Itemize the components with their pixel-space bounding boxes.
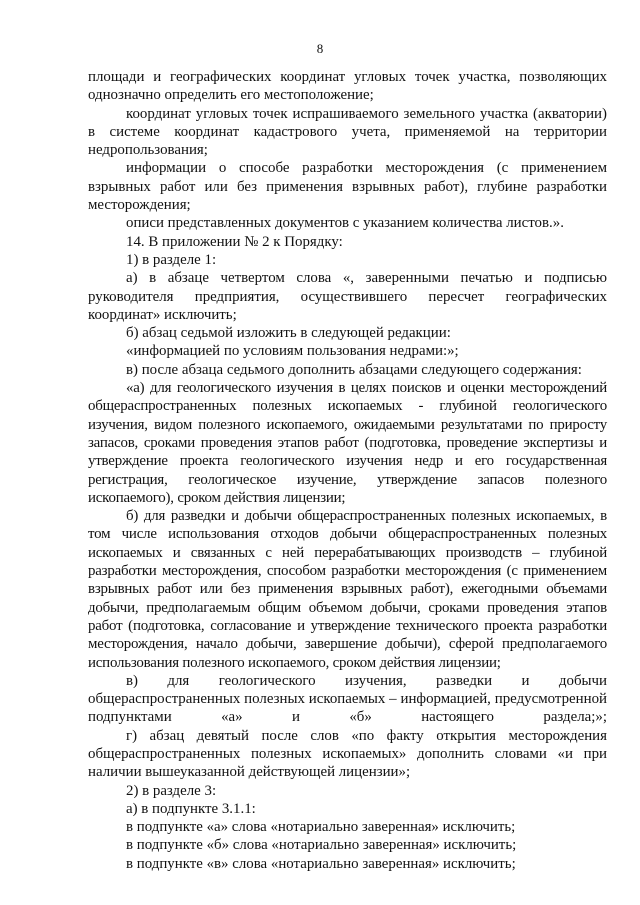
paragraph: в подпункте «в» слова «нотариально заверенная» исключить; [126, 855, 516, 872]
paragraph: информации о способе разработки месторождения (с применением взрывных работ или без применения взрывных работ), глубине разработки месторождения; [88, 160, 607, 214]
paragraph: «информацией по условиям пользования недрами:»; [126, 343, 459, 360]
document-body [88, 68, 607, 873]
paragraph: координат угловых точек испрашиваемого земельного участка (акватории) в системе координат кадастрового учета, применяемой на территории недропользования; [88, 105, 607, 159]
paragraph: в подпункте «б» слова «нотариально заверенная» исключить; [126, 837, 517, 854]
paragraph: б) для разведки и добычи общераспространенных полезных ископаемых, в том числе использования отходов добычи общераспространенных полезных ископаемых и связанных с ней перерабатывающих производств – глубиной разработки месторождения, способом разработки месторождения (с применением взрывных работ или без применения взрывных работ), ежегодными объемами добычи, предполагаемым общим объемом добычи, сроками проведения этапов работ (подготовка, согласование и утверждение технического проекта разработки месторождения, начало добычи, завершение добычи), сферой предполагаемого использования полезного ископаемого, сроком действия лицензии; [88, 508, 607, 671]
paragraph: 14. В приложении № 2 к Порядку: [126, 233, 343, 250]
paragraph: а) в подпункте 3.1.1: [126, 800, 256, 817]
paragraph: в) для геологического изучения, разведки и добычи общераспространенных полезных ископаемых – информацией, предусмотренной подпунктами «а» и «б» настоящего раздела;»; [88, 672, 607, 726]
paragraph: г) абзац девятый после слов «по факту открытия месторождения общераспространенных полезных ископаемых» дополнить словами «и при наличии вышеуказанной действующей лицензии»; [88, 727, 607, 781]
paragraph: в) после абзаца седьмого дополнить абзацами следующего содержания: [126, 361, 582, 378]
paragraph: а) в абзаце четвертом слова «, заверенными печатью и подписью руководителя предприятия, осуществившего пересчет географических координат» исключить; [88, 270, 607, 323]
paragraph: 2) в разделе 3: [126, 782, 217, 799]
paragraph: в подпункте «а» слова «нотариально заверенная» исключить; [126, 819, 516, 836]
paragraph: «а) для геологического изучения в целях поисков и оценки месторождений общераспространенных полезных ископаемых - глубиной геологического изучения, видом полезного ископаемого, ожидаемыми результатами по приросту запасов, сроками проведения этапов работ (подготовка, проведение экспертизы и утверждение проекта геологического изучения недр и его государственная регистрация, геологическое изучение, утверждение запасов полезного ископаемого), сроком действия лицензии; [88, 380, 607, 506]
page-number: 8 [316, 41, 324, 56]
paragraph: описи представленных документов с указанием количества листов.». [126, 215, 564, 232]
paragraph: б) абзац седьмой изложить в следующей редакции: [126, 325, 451, 342]
paragraph: 1) в разделе 1: [126, 251, 217, 268]
paragraph: площади и географических координат угловых точек участка, позволяющих однозначно определить его местоположение; [88, 69, 607, 104]
